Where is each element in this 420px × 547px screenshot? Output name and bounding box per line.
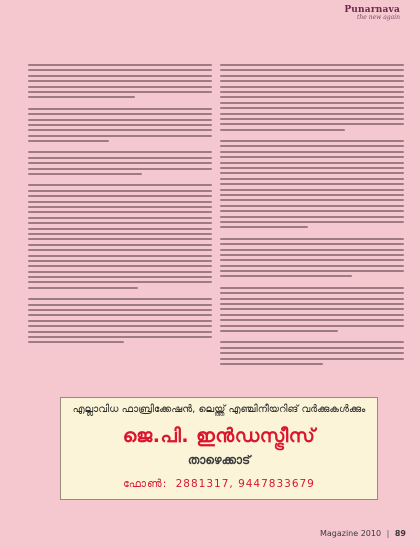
text-line	[220, 330, 338, 332]
body-paragraph	[220, 341, 404, 368]
text-line	[220, 314, 404, 316]
text-line	[28, 124, 212, 126]
text-line	[220, 194, 404, 196]
text-line	[28, 119, 212, 121]
text-line	[220, 91, 404, 93]
ad-services-line: എല്ലാവിധ ഫാബ്രിക്കേഷൻ, ലെയ്ത്ത് എഞ്ചിനീയറിങ് വർക്കുകൾക്കും	[72, 404, 366, 415]
text-line	[220, 167, 404, 169]
text-line	[220, 102, 404, 104]
text-line	[28, 260, 212, 262]
text-line	[28, 108, 212, 110]
text-line	[220, 298, 404, 300]
text-line	[220, 259, 404, 261]
magazine-masthead	[344, 6, 400, 22]
text-line	[220, 249, 404, 251]
text-line	[220, 140, 404, 142]
text-line	[28, 157, 212, 159]
text-line	[220, 275, 352, 277]
text-line	[220, 96, 404, 98]
text-line	[220, 210, 404, 212]
text-line	[28, 75, 212, 77]
body-paragraph	[220, 287, 404, 336]
text-line	[28, 276, 212, 278]
text-line	[220, 75, 404, 77]
body-paragraph	[220, 64, 404, 134]
body-paragraph	[28, 298, 212, 347]
text-line	[28, 211, 212, 213]
text-line	[28, 233, 212, 235]
text-line	[220, 69, 404, 71]
text-line	[28, 96, 135, 98]
text-line	[28, 281, 212, 283]
text-line	[28, 314, 212, 316]
ad-company-name: ജെ.പി. ഇൻഡസ്ട്രീസ്	[122, 425, 316, 447]
text-line	[28, 304, 212, 306]
text-line	[220, 308, 404, 310]
text-line	[220, 358, 404, 360]
text-line	[28, 140, 109, 142]
text-line	[220, 363, 323, 365]
text-line	[220, 118, 404, 120]
text-line	[220, 216, 404, 218]
text-line	[28, 255, 212, 257]
text-line	[220, 107, 404, 109]
text-line	[220, 199, 404, 201]
text-line	[28, 217, 212, 219]
text-line	[28, 271, 212, 273]
text-line	[220, 183, 404, 185]
body-paragraph	[220, 238, 404, 281]
text-line	[220, 303, 404, 305]
text-line	[28, 320, 212, 322]
text-line	[28, 151, 212, 153]
text-line	[220, 145, 404, 147]
text-line	[220, 341, 404, 343]
page-footer	[320, 529, 406, 538]
text-line	[220, 221, 404, 223]
text-line	[220, 80, 404, 82]
body-paragraph	[28, 184, 212, 292]
body-paragraph	[28, 151, 212, 178]
text-line	[220, 254, 404, 256]
text-line	[220, 205, 404, 207]
text-line	[28, 69, 212, 71]
text-line	[28, 64, 212, 66]
body-paragraph	[220, 140, 404, 232]
text-line	[28, 238, 212, 240]
text-line	[220, 292, 404, 294]
text-line	[220, 352, 404, 354]
advertisement-box	[60, 397, 378, 500]
text-line	[220, 238, 404, 240]
text-line	[28, 135, 212, 137]
text-line	[220, 151, 404, 153]
text-line	[28, 331, 212, 333]
body-paragraph	[28, 64, 212, 102]
text-line	[28, 173, 142, 175]
text-line	[28, 265, 212, 267]
text-line	[28, 86, 212, 88]
footer-separator: |	[386, 529, 390, 538]
text-line	[220, 265, 404, 267]
text-line	[28, 206, 212, 208]
text-line	[28, 336, 212, 338]
text-line	[28, 325, 212, 327]
text-line	[220, 325, 404, 327]
footer-magazine-label: Magazine 2010	[319, 529, 382, 538]
text-line	[28, 91, 212, 93]
article-body	[28, 64, 404, 372]
footer-page-number: 89	[394, 529, 406, 538]
text-line	[28, 190, 212, 192]
text-line	[28, 287, 138, 289]
article-column-right	[220, 64, 404, 372]
text-line	[28, 184, 212, 186]
text-line	[28, 309, 212, 311]
ad-phone-label: ഫോൺ:	[123, 478, 168, 490]
text-line	[28, 222, 212, 224]
text-line	[28, 162, 212, 164]
masthead-brand: Punarnava	[344, 5, 400, 15]
text-line	[220, 287, 404, 289]
article-column-left	[28, 64, 212, 372]
text-line	[28, 129, 212, 131]
text-line	[220, 156, 404, 158]
ad-phone	[61, 478, 377, 491]
text-line	[28, 80, 212, 82]
text-line	[28, 341, 124, 343]
text-line	[220, 270, 404, 272]
text-line	[220, 226, 308, 228]
text-line	[28, 201, 212, 203]
text-line	[220, 178, 404, 180]
body-paragraph	[28, 108, 212, 146]
text-line	[220, 319, 404, 321]
text-line	[220, 113, 404, 115]
text-line	[28, 195, 212, 197]
text-line	[220, 243, 404, 245]
text-line	[220, 189, 404, 191]
text-line	[28, 228, 212, 230]
text-line	[28, 113, 212, 115]
text-line	[220, 123, 404, 125]
text-line	[220, 64, 404, 66]
text-line	[220, 162, 404, 164]
text-line	[220, 347, 404, 349]
text-line	[28, 249, 212, 251]
text-line	[28, 298, 212, 300]
ad-phone-numbers: 2881317, 9447833679	[175, 478, 315, 490]
text-line	[220, 129, 345, 131]
text-line	[28, 244, 212, 246]
text-line	[28, 168, 212, 170]
masthead-tagline: the new again	[357, 14, 400, 22]
ad-location: താഴെക്കാട്	[187, 453, 251, 467]
text-line	[220, 172, 404, 174]
text-line	[220, 86, 404, 88]
